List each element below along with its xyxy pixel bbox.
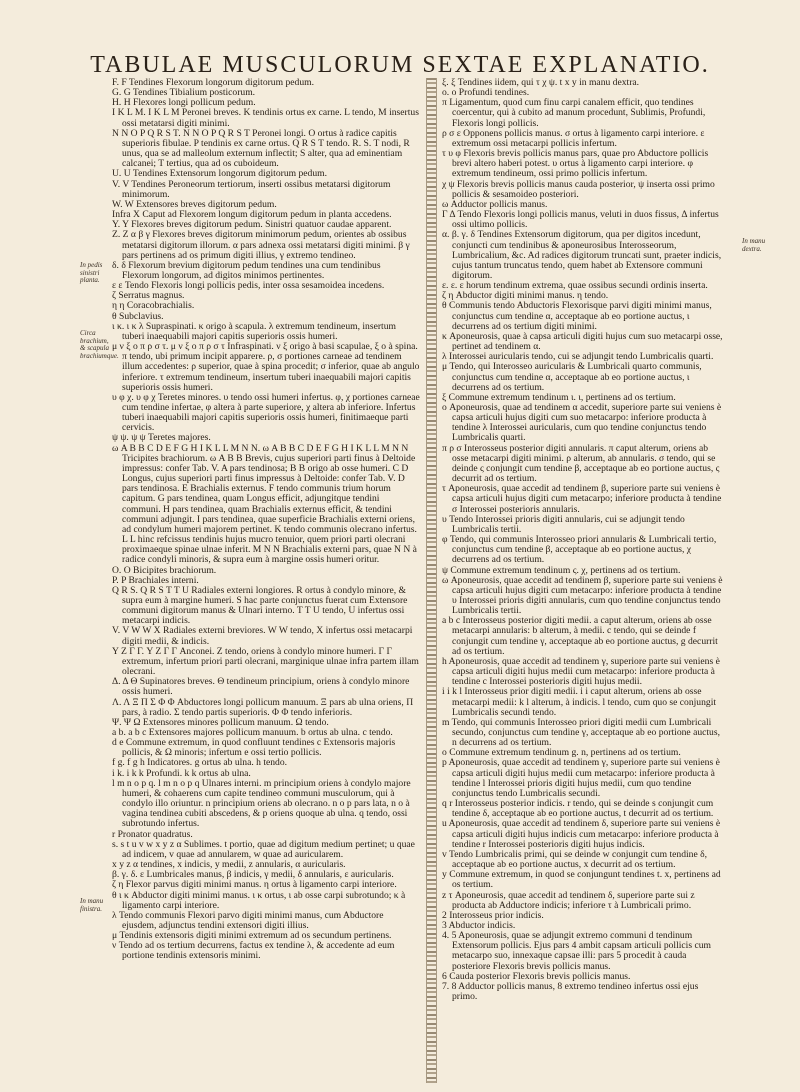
left-column-entry: Y Z Γ Γ. Y Z Γ Γ Anconei. Z tendo, oriens à condylo minore humeri. Γ Γ extremum, infertum priori parti olecrani, marginique ulnae infra partem illam olecrani. — [112, 645, 419, 678]
left-column — [112, 78, 420, 962]
left-column-entry: μ ν ξ ο π ρ σ τ. μ ν ξ ο π ρ σ τ Infraspinati. ν ξ origo à basi scapulae, ξ ο à spina. π tendo, ubi primum incipit apparere. ρ, σ portiones carneae ad tendinem illum accedentes: ρ superior, quae à spina procedit; σ inferior, quae ab angulo inferiore. τ extremum tendineum, insertum tuberi inaequabili majori capitis superioris ossis humeri. — [112, 341, 420, 393]
right-column-entry: 4. 5 Aponeurosis, quae se adjungit extremo communi d tendinum Extensorum pollicis. Ejus pars 4 ambit capsam articuli pollicis cum metacarpo suo, innexaque capsae illi: pars 5 procedit à cauda posteriore Flexoris brevis pollicis manus. — [442, 930, 711, 972]
left-column-entry: ι κ. ι κ λ Supraspinati. κ origo à scapula. λ extremum tendineum, insertum tuberi inaequabili majori capitis superioris ossis humeri. — [112, 320, 396, 342]
right-column-entry: π ρ σ Interosseus posterior digiti annularis. π caput alterum, oriens ab osse metacarpi digiti minimi. ρ alterum, ab annularis. σ tendo, qui se deinde ς conjungit cum tendine β, acceptaque ab eo portione auctus, ς decurrit ad os tertium. — [442, 442, 720, 485]
left-column-entry: P. P Brachiales interni. — [112, 574, 199, 586]
left-column-entry: f g. f g h Indicatores. g ortus ab ulna. h tendo. — [112, 757, 288, 769]
right-column-entry: ο. ο Profundi tendines. — [442, 87, 530, 99]
left-column-entry: ζ Serratus magnus. — [112, 290, 185, 302]
left-column-entry: V. V Tendines Peroneorum tertiorum, inserti ossibus metatarsi digitorum minimorum. — [112, 178, 391, 200]
left-column-entry: υ φ χ. υ φ χ Teretes minores. υ tendo ossi humeri infertus. φ, χ portiones carneae cum tendine infertae, φ altera à parte superiore, χ altera ab inferiore. Infertus tuberi inaequabili majori capitis superioris ossis humeri, finitimaeque parti cervicis. — [112, 391, 420, 434]
left-column-entry: Infra X Caput ad Flexorem longum digitorum pedum in planta accedens. — [112, 209, 392, 221]
right-column-entry: 6 Cauda posterior Flexoris brevis pollicis manus. — [442, 970, 631, 982]
left-column-entry: θ ι κ Abductor digiti minimi manus. ι κ ortus, ι ab osse carpi subrotundo; κ à ligamento carpi interiore. — [112, 889, 406, 911]
left-column-entry: β. γ. δ. ε Lumbricales manus, β indicis, γ medii, δ annularis, ε auricularis. — [112, 869, 394, 881]
left-column-entry: i k. i k k Profundi. k k ortus ab ulna. — [112, 767, 251, 779]
left-column-entry: a b. a b c Extensores majores pollicum manuum. b ortus ab ulna. c tendo. — [112, 727, 393, 738]
left-column-entry: η η Coracobrachialis. — [112, 300, 195, 312]
right-column-entry: ρ σ ε Opponens pollicis manus. σ ortus à ligamento carpi interiore. ε extremum ossi metacarpi pollicis infertum. — [442, 127, 705, 149]
right-column-entry: π Ligamentum, quod cum finu carpi canalem efficit, quo tendines coercentur, qui à cubito ad manum procedunt, Sublimis, Profundi, Flexoris longi pollicis. — [442, 97, 706, 129]
left-column-entry: ζ η Flexor parvus digiti minimi manus. η ortus à ligamento carpi interiore. — [112, 879, 397, 891]
left-column-entry: Z. Z α β γ Flexores breves digitorum minimorum pedum, orientes ab ossibus metatarsi digitorum illorum. α pars adnexa ossi metatarsi digiti minimi. β γ pars pertinens ad os primum digiti illius, γ extremo tendineo. — [112, 229, 410, 261]
right-column-entry: ξ Commune extremum tendinum ι. ι, pertinens ad os tertium. — [442, 391, 676, 403]
right-column-entry: θ Communis tendo Abductoris Flexorisque parvi digiti minimi manus, conjunctus cum tendine α, acceptaque ab eo portione auctus, ι decurrens ad os tertium digiti minimi. — [442, 300, 712, 332]
left-column-entry: λ Tendo communis Flexori parvo digiti minimi manus, cum Abductore ejusdem, adjunctus tendini extensori digiti illius. — [112, 909, 384, 931]
left-column-entry: V. V W W X Radiales externi breviores. W W tendo, X infertus ossi metacarpi digiti medii, & indicis. — [112, 625, 413, 647]
left-column-entry: ν Tendo ad os tertium decurrens, factus ex tendine λ, & accedente ad eum portione tendinis extensoris minimi. — [112, 940, 395, 962]
right-column-entry: y Commune extremum, in quod se conjungunt tendines t. x, pertinens ad os tertium. — [442, 869, 721, 891]
left-column-entry: ω A B B C D E F G H I K L L M N N. ω A B B C D E F G H I K L L M N N Tricipites brachiorum. ω A B B Brevis, cujus superiori parti finus à Deltoide impressus: confer Tab. V. A pars tendinosa; B B origo ab osse humeri. C D Longus, cujus superiori parti finus impressus à Deltoide: confer Tab. V. D pars tendinosa. E Brachialis externus. F tendo communis trium horum capitum. G pars tendinea, quam Longus efficit, adjungitque tendini communi. H pars tendinea, quam Brachialis externus efficit, & tendini communi adjungit. I pars tendinea, quae superficie Brachialis externi oriens, ad condylum humeri majorem pertinet. K tendo communis olecrano infertus. L L hinc refcissus tendinis hujus mucro tenuior, quem priori parti olecrani proximaeque spinae ulnae inferit. M N N Brachialis externi pars, quae N N à radice condyli minoris, & supra eum à margine ossis humeri oritur. — [112, 442, 417, 566]
right-column-entry: ε. ε. ε horum tendinum extrema, quae ossibus secundi ordinis inserta. — [442, 280, 708, 292]
left-column-entry: μ Tendinis extensoris digiti minimi extremum ad os secundum pertinens. — [112, 930, 392, 942]
right-column-entry: a b c Interosseus posterior digiti medii. a caput alterum, oriens ab osse metacarpi annularis: b alterum, à medii. c tendo, qui se deinde f conjungit cum tendine γ, acceptaque ab eo portione auctus, g decurrit ad os tertium. — [442, 615, 718, 657]
left-column-entry: l m n o p q. l m n o p q Ulnares interni. m principium oriens à condylo majore humeri, & cohaerens cum capite tendineo communi musculorum, qui à condylo illo oriuntur. n principium oriens ab olecrano. n o p pars lata, n o à vagina tendinea cubiti abscedens, & p oriens quoque ab ulna. q tendo, ossi subrotundo infertus. — [112, 777, 411, 830]
left-column-entry: Q R S. Q R S T T U Radiales externi longiores. R ortus à condylo minore, & supra eum à margine humeri. S hac parte conjunctus fuerat cum Extensore communi digitorum manus & Ulnari interno. T T U tendo, U infertus ossi metacarpi indicis. — [112, 584, 408, 627]
right-column-entry: q r Interosseus posterior indicis. r tendo, qui se deinde s conjungit cum tendine δ, acceptaque ab eo portione auctus, t decurrit ad os tertium. — [442, 798, 714, 820]
left-column-entry: F. F Tendines Flexorum longorum digitorum pedum. — [112, 77, 314, 88]
right-column-entry: μ Tendo, qui Interosseo auricularis & Lumbricali quarto communis, conjunctus cum tendine α, acceptaque ab eo portione auctus, ι decurrens ad os tertium. — [442, 361, 702, 393]
right-column-entry: φ Tendo, qui communis Interosseo priori annularis & Lumbricali tertio, conjunctus cum tendine β, acceptaque ab eo portione auctus, χ decurrens ad os tertium. — [442, 534, 717, 566]
margin-note-left-3: In manu finistra. — [80, 897, 104, 913]
right-column-entry: u Aponeurosis, quae accedit ad tendinem δ, superiore parte sui veniens è capsa articuli digiti hujus indicis cum metacarpo: inferiore producta à tendine r Interossei posterioris digiti hujus indicis. — [442, 818, 721, 850]
right-column-entry: 2 Interosseus prior indicis. — [442, 909, 544, 921]
right-column-entry: υ Tendo Interossei prioris digiti annularis, cui se adjungit tendo Lumbricalis tertii. — [442, 513, 685, 535]
left-column-entry: W. W Extensores breves digitorum pedum. — [112, 198, 277, 210]
left-column-entry: I K L M. I K L M Peronei breves. K tendinis ortus ex carne. L tendo, M insertus ossi metatarsi digiti minimi. — [112, 107, 419, 129]
right-column-entry: p Aponeurosis, quae accedit ad tendinem γ, superiore parte sui veniens è capsa articuli digiti hujus medii cum metacarpo: inferiore producta à tendine l Interossei prioris digiti hujus medii, cum quo tendine conjunctus tendo Lumbricalis secundi. — [442, 757, 720, 799]
right-column-entry: τ Aponeurosis, quae accedit ad tendinem β, superiore parte sui veniens è capsa articuli hujus digiti cum metacarpo; inferiore producta à tendine σ Interossei posterioris annularis. — [442, 483, 722, 515]
right-column-entry: 7. 8 Adductor pollicis manus, 8 extremo tendineo infertus ossi ejus primo. — [442, 980, 699, 1003]
left-column-entry: δ. δ Flexorum brevium digitorum pedum tendines una cum tendinibus Flexorum longorum, ad digitos minimos pertinentes. — [112, 259, 381, 281]
right-column-entry: h Aponeurosis, quae accedit ad tendinem γ, superiore parte sui veniens è capsa articuli digiti hujus medii cum metacarpo: inferiore producta à tendine c Interossei posterioris digiti hujus medii. — [442, 655, 720, 688]
right-column-entry: τ υ φ Flexoris brevis pollicis manus pars, quae pro Abductore pollicis brevi altero haberi potest. υ ortus à ligamento carpi interiore. φ extremum tendineum, ossi primo pollicis infertum. — [442, 148, 709, 180]
margin-note-left-2: Circa brachium, & scapula brachiumque. — [80, 329, 119, 360]
right-column-entry: λ Interossei auricularis tendo, cui se adjungit tendo Lumbricalis quarti. — [442, 351, 714, 363]
right-column-entry: m Tendo, qui communis Interosseo priori digiti medii cum Lumbricali secundo, conjunctus cum tendine γ, acceptaque ab eo portione auctus, n decurrens ad os tertium. — [442, 716, 720, 749]
left-column-entry: Δ. Δ Θ Supinatores breves. Θ tendineum principium, oriens à condylo minore ossis humeri. — [112, 676, 410, 698]
right-column-entry: i i k l Interosseus prior digiti medii. i i caput alterum, oriens ab osse metacarpi medii: k l alterum, à indicis. l tendo, cum quo se conjungit Lumbricalis secundi tendo. — [442, 686, 717, 718]
right-column-entry: ξ. ξ Tendines iidem, qui τ χ ψ. t x y in manu dextra. — [442, 77, 640, 88]
left-column-entry: O. O Bicipites brachiorum. — [112, 564, 217, 576]
left-column-entry: G. G Tendines Tibialium posticorum. — [112, 87, 256, 99]
right-column-entry: α. β. γ. δ Tendines Extensorum digitorum, qua per digitos incedunt, conjuncti cum tendinibus & aponeurosibus Interosseorum, Lumbricalium, &c. Ad radices digitorum truncati sunt, praeter indicis, cujus tantum truncatus tendo, quem habet ab Extensore communi digitorum. — [442, 229, 722, 281]
right-column-entry: ο Aponeurosis, quae ad tendinem α accedit, superiore parte sui veniens è capsa articuli hujus digiti cum suo metacarpo: inferiore producta à tendine λ Interossei auricularis, cum quo tendine conjunctus tendo Lumbricalis quarti. — [442, 402, 722, 444]
left-column-entry: θ Subclavius. — [112, 310, 164, 322]
right-column — [442, 78, 725, 1002]
margin-note-left-1: In pedis sinistri planta. — [80, 261, 103, 284]
right-column-entry: ω Adductor pollicis manus. — [442, 198, 548, 210]
left-column-entry: Y. Y Flexores breves digitorum pedum. Sinistri quatuor caudae apparent. — [112, 219, 392, 231]
left-column-entry: Λ. Λ Ξ Π Σ Φ Φ Abductores longi pollicum manuum. Ξ pars ab ulna oriens, Π pars, à radio. Σ tendo partis superioris. Φ Φ tendo inferioris. — [112, 696, 414, 718]
left-column-entry: r Pronator quadratus. — [112, 828, 193, 840]
margin-note-right-1: In manu dextra. — [742, 237, 766, 253]
right-column-entry: 3 Abductor indicis. — [442, 919, 516, 931]
left-column-entry: s. s t u v w x y z α Sublimes. t portio, quae ad digitum medium pertinet; u quae ad indicem, v quae ad annularem, w quae ad auricularem. — [112, 838, 415, 860]
right-column-entry: κ Aponeurosis, quae à capsa articuli digiti hujus cum suo metacarpi osse, pertinet ad tendinem α. — [442, 330, 723, 353]
right-column-entry: ω Aponeurosis, quae accedit ad tendinem β, superiore parte sui veniens è capsa articuli hujus digiti cum metacarpo: inferiore producta à tendine υ Interossei prioris digiti annularis, cum quo tendine conjunctus tendo Lumbricalis tertii. — [442, 574, 723, 617]
left-column-entry: Ψ. Ψ Ω Extensores minores pollicum manuum. Ω tendo. — [112, 716, 329, 728]
right-column-entry: o Commune extremum tendinum g. n, pertinens ad os tertium. — [442, 747, 681, 759]
right-column-entry: Γ Δ Tendo Flexoris longi pollicis manus, veluti in duos fissus, Δ infertus ossi ultimo pollicis. — [442, 209, 719, 231]
left-column-entry: N N O P Q R S T. N N O P Q R S T Peronei longi. O ortus à radice capitis superioris fibulae. P tendinis ex carne ortus. Q R S T tendo. R. S. T nodi, R unus, qua se ad malleolum externum inflectit; S alter, qua ad eminentiam calcanei; T tertius, qua ad os cuboideum. — [112, 127, 410, 170]
right-column-entry: z τ Aponeurosis, quae accedit ad tendinem δ, superiore parte sui z producta ab Adductore indicis; inferiore τ à Lumbricali primo. — [442, 889, 695, 911]
left-column-entry: H. H Flexores longi pollicum pedum. — [112, 97, 256, 109]
left-column-entry: U. U Tendines Extensorum longorum digitorum pedum. — [112, 168, 327, 180]
column-divider-ornament — [426, 78, 437, 1083]
left-column-entry: x y z α tendines, x indicis, y medii, z annularis, α auricularis. — [112, 859, 346, 871]
right-column-entry: ψ Commune extremum tendinum ς. χ, pertinens ad os tertium. — [442, 564, 681, 576]
right-column-entry: χ ψ Flexoris brevis pollicis manus cauda posterior, ψ inserta ossi primo pollicis & sesamoideo posteriori. — [442, 178, 715, 200]
left-column-entry: ε ε Tendo Flexoris longi pollicis pedis, inter ossa sesamoidea incedens. — [112, 280, 385, 292]
right-column-entry: v Tendo Lumbricalis primi, qui se deinde w conjungit cum tendine δ, acceptaque ab eo portione auctus, x decurrit ad os tertium. — [442, 848, 708, 871]
right-column-entry: ζ η Abductor digiti minimi manus. η tendo. — [442, 290, 609, 302]
left-column-entry: ψ ψ. ψ ψ Teretes majores. — [112, 432, 211, 444]
left-column-entry: d e Commune extremum, in quod confluunt tendines c Extensoris majoris pollicis, & Ω minoris; infertum e ossi tertio pollicis. — [112, 737, 396, 759]
page-title: TABULAE MUSCULORUM SEXTAE EXPLANATIO. — [90, 52, 710, 78]
